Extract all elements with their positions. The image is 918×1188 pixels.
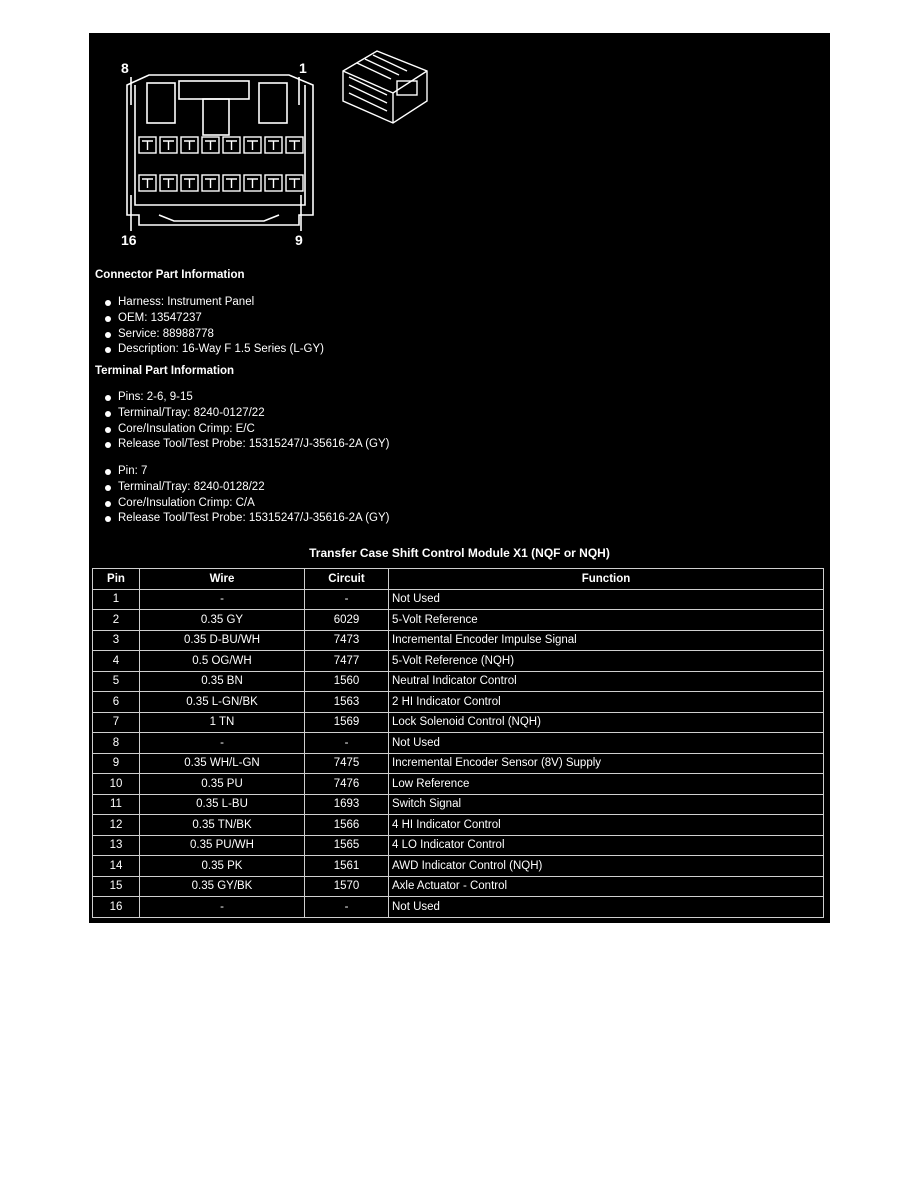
list-item: Terminal/Tray: 8240-0127/22 (103, 406, 390, 422)
cell-function: Low Reference (389, 774, 824, 795)
cell-wire: - (140, 589, 305, 610)
cell-circuit: 7473 (305, 630, 389, 651)
cell-pin: 10 (93, 774, 140, 795)
cell-function: Not Used (389, 589, 824, 610)
list-item: Description: 16-Way F 1.5 Series (L-GY) (103, 342, 324, 358)
pinout-table (92, 568, 824, 918)
cell-wire: 0.35 GY (140, 610, 305, 631)
cell-circuit: 6029 (305, 610, 389, 631)
cell-wire: 0.35 GY/BK (140, 876, 305, 897)
list-item: Pin: 7 (103, 464, 390, 480)
cell-function: 2 HI Indicator Control (389, 692, 824, 713)
connector-info-title: Connector Part Information (95, 269, 245, 281)
pin-label-bottom-right: 9 (295, 232, 303, 248)
table-row (93, 856, 824, 877)
table-row (93, 692, 824, 713)
cell-circuit: 7475 (305, 753, 389, 774)
cell-circuit: 7476 (305, 774, 389, 795)
cell-circuit: 1561 (305, 856, 389, 877)
cell-function: 5-Volt Reference (389, 610, 824, 631)
cell-pin: 9 (93, 753, 140, 774)
cell-wire: 0.35 TN/BK (140, 815, 305, 836)
terminal-info-list-2 (103, 464, 390, 527)
list-item: Release Tool/Test Probe: 15315247/J-35616-2A (GY) (103, 511, 390, 527)
cell-wire: 1 TN (140, 712, 305, 733)
cell-function: Axle Actuator - Control (389, 876, 824, 897)
cell-function: Neutral Indicator Control (389, 671, 824, 692)
table-row (93, 733, 824, 754)
cell-pin: 6 (93, 692, 140, 713)
cell-pin: 11 (93, 794, 140, 815)
header-pin: Pin (93, 569, 140, 590)
list-item: Pins: 2-6, 9-15 (103, 390, 390, 406)
header-wire: Wire (140, 569, 305, 590)
cell-function: Incremental Encoder Sensor (8V) Supply (389, 753, 824, 774)
cell-function: AWD Indicator Control (NQH) (389, 856, 824, 877)
table-row (93, 610, 824, 631)
cell-wire: 0.35 L-BU (140, 794, 305, 815)
pin-label-top-right: 1 (299, 60, 307, 76)
cell-wire: 0.35 PU (140, 774, 305, 795)
pin-label-bottom-left: 16 (121, 232, 137, 248)
cell-pin: 15 (93, 876, 140, 897)
cell-wire: 0.35 D-BU/WH (140, 630, 305, 651)
list-item: Release Tool/Test Probe: 15315247/J-35616-2A (GY) (103, 437, 390, 453)
cell-pin: 7 (93, 712, 140, 733)
cell-function: Not Used (389, 733, 824, 754)
cell-function: Lock Solenoid Control (NQH) (389, 712, 824, 733)
cell-wire: 0.35 L-GN/BK (140, 692, 305, 713)
table-row (93, 897, 824, 918)
cell-circuit: - (305, 897, 389, 918)
table-row (93, 651, 824, 672)
cell-wire: 0.35 PK (140, 856, 305, 877)
header-circuit: Circuit (305, 569, 389, 590)
cell-pin: 8 (93, 733, 140, 754)
cell-circuit: 1693 (305, 794, 389, 815)
connector-isometric-view (337, 41, 437, 131)
cell-pin: 4 (93, 651, 140, 672)
table-row (93, 589, 824, 610)
cell-function: Incremental Encoder Impulse Signal (389, 630, 824, 651)
cell-circuit: 1569 (305, 712, 389, 733)
list-item: Harness: Instrument Panel (103, 295, 324, 311)
connector-face-icon (119, 45, 319, 255)
cell-function: 5-Volt Reference (NQH) (389, 651, 824, 672)
list-item: Core/Insulation Crimp: E/C (103, 422, 390, 438)
table-header-row (93, 569, 824, 590)
pin-label-top-left: 8 (121, 60, 129, 76)
cell-wire: - (140, 897, 305, 918)
cell-function: Switch Signal (389, 794, 824, 815)
table-row (93, 774, 824, 795)
table-row (93, 794, 824, 815)
table-title: Transfer Case Shift Control Module X1 (NQF or NQH) (309, 546, 610, 560)
cell-pin: 2 (93, 610, 140, 631)
cell-circuit: 1565 (305, 835, 389, 856)
cell-function: Not Used (389, 897, 824, 918)
connector-face-diagram (119, 45, 319, 255)
header-function: Function (389, 569, 824, 590)
table-row (93, 815, 824, 836)
cell-pin: 12 (93, 815, 140, 836)
cell-function: 4 LO Indicator Control (389, 835, 824, 856)
list-item: OEM: 13547237 (103, 311, 324, 327)
cell-pin: 3 (93, 630, 140, 651)
terminal-info-list-1 (103, 390, 390, 453)
table-row (93, 753, 824, 774)
content-panel (89, 33, 830, 923)
cell-wire: 0.35 WH/L-GN (140, 753, 305, 774)
cell-wire: 0.5 OG/WH (140, 651, 305, 672)
table-row (93, 876, 824, 897)
list-item: Core/Insulation Crimp: C/A (103, 496, 390, 512)
cell-pin: 16 (93, 897, 140, 918)
cell-pin: 14 (93, 856, 140, 877)
cell-wire: 0.35 PU/WH (140, 835, 305, 856)
table-row (93, 630, 824, 651)
cell-pin: 5 (93, 671, 140, 692)
table-row (93, 712, 824, 733)
table-row (93, 671, 824, 692)
cell-circuit: 1566 (305, 815, 389, 836)
cell-circuit: - (305, 733, 389, 754)
cell-circuit: 1570 (305, 876, 389, 897)
connector-isometric-icon (337, 41, 437, 131)
terminal-info-title: Terminal Part Information (95, 365, 235, 377)
cell-function: 4 HI Indicator Control (389, 815, 824, 836)
cell-circuit: 1563 (305, 692, 389, 713)
cell-circuit: - (305, 589, 389, 610)
cell-wire: - (140, 733, 305, 754)
cell-circuit: 1560 (305, 671, 389, 692)
table-row (93, 835, 824, 856)
table-body (93, 589, 824, 917)
connector-info-list (103, 295, 324, 358)
cell-wire: 0.35 BN (140, 671, 305, 692)
list-item: Service: 88988778 (103, 327, 324, 343)
cell-pin: 1 (93, 589, 140, 610)
list-item: Terminal/Tray: 8240-0128/22 (103, 480, 390, 496)
cell-pin: 13 (93, 835, 140, 856)
cell-circuit: 7477 (305, 651, 389, 672)
